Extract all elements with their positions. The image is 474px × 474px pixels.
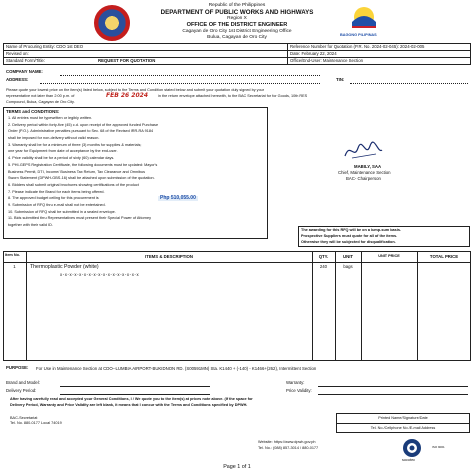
end-user: Office/End-User: Maintenance Section <box>290 58 364 63</box>
brand-model-label: Brand and Model: <box>6 380 40 385</box>
terms-list <box>8 117 266 231</box>
term-line: one year for Equipment from date of acceptance by the end-user. <box>8 149 118 154</box>
term-line: Order (P.O.). Administrative penalties pursuant to Sec. 68 of the Revised IRR-RA 9184 <box>8 129 154 134</box>
intro-line-1: Please quote your lowest price on the item(s) listed below, subject to the Terms and Condition stated below and submit your quotation duly signed by your <box>6 88 265 92</box>
term-line: 11. Bids submitted thru Representatives must present their Special Power of Attorney <box>8 216 152 221</box>
award-note-line-3: Otherwise they will be subjected for disqualification. <box>301 240 396 244</box>
iso-certification-text: ISO 9001 <box>432 445 445 449</box>
company-name-label: COMPANY NAME: <box>6 69 43 74</box>
row-qty: 240 <box>319 264 328 269</box>
printed-name-label: Printed Name/Signature/Date <box>378 416 428 420</box>
intro-line-3: Compound, Bulua, Cagayan de Oro City. <box>6 100 75 104</box>
purpose-text: For Use in Maintenance Section at CDO--LUMBIA AIRPORT-BUKIDNON RD. (S00591MN) Sta. K1440 + (-140) - K1466+(262), Intermittent Section <box>36 366 317 371</box>
term-line: 8. The approved budget ceiling for this procurement is <box>8 196 99 201</box>
term-line: 3. Warranty shall be for a minimum of three (3) months for supplies & materials; <box>8 142 142 147</box>
table-filler: x-x-x-x-x-x-x-x-x-x-x-x-x-x-x-x-x <box>60 272 140 277</box>
col-header-unit: UNIT <box>342 254 354 259</box>
purpose-label: PURPOSE: <box>6 365 29 370</box>
office-title: OFFICE OF THE DISTRICT ENGINEER <box>186 22 288 28</box>
tin-label: TIN: <box>336 77 345 82</box>
region-text: Region X <box>227 16 247 21</box>
row-item-no: 1 <box>13 264 16 269</box>
address-line-1: Cagayan de Oro City 1st District Engineering Office <box>182 29 292 34</box>
bagong-pilipinas-text: BAGONG PILIPINAS <box>340 33 377 37</box>
revised-on: Revised on: <box>6 51 29 56</box>
socotec-certification-icon <box>402 438 422 458</box>
col-header-unit-price: UNIT PRICE <box>378 254 400 258</box>
closing-line-2: Delivery Period, Warranty and Price Validity are left blank, it means that I concur with the Terms and Conditions specified by DPWH. <box>10 403 248 407</box>
signatory-title-2: BAC- Chairperson <box>346 176 381 181</box>
award-note-line-2: Prospective Suppliers must quote for all of the items. <box>301 234 398 238</box>
term-line: 7. Please indicate the Brand for each items being offered. <box>8 189 105 194</box>
form-date: Date: February 22, 2024 <box>290 51 337 56</box>
page-number: Page 1 of 1 <box>223 464 251 470</box>
procuring-entity: Name of Procuring Entity: CDO 1st DEO <box>6 44 84 49</box>
cellphone-label: Tel. No./Cellphone No./E-mail Address <box>370 426 436 430</box>
socotec-text: socotec <box>402 458 416 462</box>
col-header-description: ITEMS & DESCRIPTION <box>145 254 193 259</box>
republic-text: Republic of the Philippines <box>208 3 266 8</box>
website-text: Website: https://www.dpwh.gov.ph <box>258 440 316 444</box>
col-header-qty: QTY. <box>318 254 329 259</box>
term-line: together with their valid ID. <box>8 223 53 227</box>
row-unit: bags <box>343 264 353 269</box>
term-line: Sworn Statement (DPWH-GBS-16) shall be attached upon submission of the quotation. <box>8 176 155 181</box>
signature-scribble <box>342 140 384 162</box>
term-line: 4. Price validity shall be for a period of sixty (60) calendar days. <box>8 156 115 161</box>
budget-ceiling: Php 510,055.00 <box>160 195 196 202</box>
address-label: ADDRESS: <box>6 77 29 82</box>
term-line: 9. Submission of RFQ thru e-mail shall not be entertained. <box>8 202 106 207</box>
term-line: 1. All entries must be typewritten or legibly written. <box>8 116 93 120</box>
col-header-total-price: TOTAL PRICE <box>429 254 459 259</box>
terms-heading: TERMS and CONDITIONS: <box>6 109 60 114</box>
form-title: REQUEST FOR QUOTATION <box>98 58 156 63</box>
phone-text: Tel. No.: (088) 857-3014 / 880-0177 <box>258 446 319 450</box>
signatory-name: MABILY, SAA <box>354 164 382 169</box>
bac-secretariat: BAC-Secretariat <box>10 416 38 420</box>
bagong-pilipinas-logo <box>347 6 381 34</box>
term-line: shall be imposed for non-delivery without valid reason. <box>8 136 100 141</box>
address-line-2: Bulua, Cagayan de Oro City <box>207 35 267 40</box>
term-line: 10. Submission of RFQ shall be submitted in a sealed envelope. <box>8 209 116 214</box>
signatory-title-1: Chief, Maintenance Section <box>338 170 391 175</box>
standard-form-label: Standard Form/Title: <box>6 58 46 63</box>
department-title: DEPARTMENT OF PUBLIC WORKS AND HIGHWAYS <box>160 9 314 16</box>
col-header-item-no: Item No. <box>5 253 20 257</box>
warranty-label: Warranty: <box>286 380 305 385</box>
deadline-stamp: FEB 26 2024 <box>106 92 148 99</box>
row-description: Thermoplastic Powder (white) <box>30 264 99 270</box>
term-line: Business Permit, DTI, Income/ Business Tax Return, Tax Clearance and Omnibus <box>8 169 146 174</box>
intro-line-2b: in the return envelope attached herewith, to the BAC Secretariat for for Goods, 10th RES <box>158 94 308 98</box>
term-line: 6. Bidders shall submit original brochures showing certifications of the product <box>8 182 139 187</box>
bac-telephone: Tel. No. 880-0177 Local 74019 <box>10 421 62 425</box>
pr-number: Reference Number for Quotation (P.R. No. 2024-02-045): 2024-02-005 <box>290 44 425 49</box>
delivery-period-label: Delivery Period: <box>6 388 37 393</box>
term-line: 2. Delivery period within forty-five (45) c.d. upon receipt of the approved funded Purchase <box>8 122 159 127</box>
intro-line-2a: representative not later than 2:00 p.m. of <box>6 94 75 98</box>
closing-line-1: After having carefully read and accepted your General Conditions, I / We quote you to the item(s) at prices note above. (If the space for <box>10 397 253 401</box>
award-note-line-1: The awarding for this RFQ will be on a lump-sum basis. <box>301 228 401 232</box>
term-line: 5. PHI-GEPS Registration Certificate, the following documents must be updated: Mayor's <box>8 162 158 167</box>
price-validity-label: Price Validity: <box>286 388 312 393</box>
